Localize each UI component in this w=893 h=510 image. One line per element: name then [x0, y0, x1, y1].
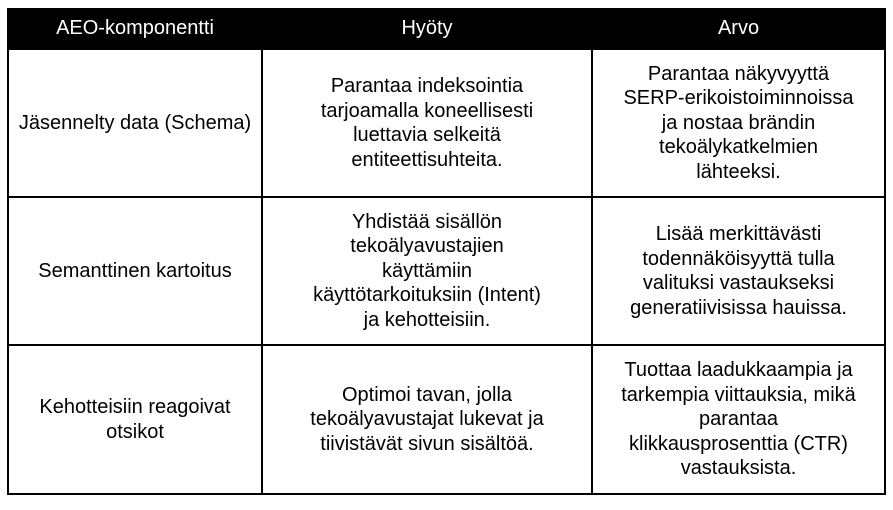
- cell-benefit: Parantaa indeksointia tarjoamalla koneellisesti luettavia selkeitä entiteettisuhteita.: [262, 49, 592, 197]
- cell-value: Tuottaa laadukkaampia ja tarkempia viittauksia, mikä parantaa klikkausprosenttia (CTR) vastauksista.: [592, 345, 885, 494]
- table-row: [8, 345, 885, 494]
- header-component: AEO-komponentti: [8, 8, 262, 49]
- header-row: [8, 8, 885, 49]
- cell-component: Jäsennelty data (Schema): [8, 49, 262, 197]
- cell-benefit: Optimoi tavan, jolla tekoälyavustajat lukevat ja tiivistävät sivun sisältöä.: [262, 345, 592, 494]
- cell-value: Lisää merkittävästi todennäköisyyttä tulla valituksi vastaukseksi generatiivisissa hauissa.: [592, 197, 885, 345]
- header-value: Arvo: [592, 8, 885, 49]
- header-benefit: Hyöty: [262, 8, 592, 49]
- table-row: [8, 197, 885, 345]
- cell-benefit: Yhdistää sisällön tekoälyavustajien käyttämiin käyttötarkoituksiin (Intent) ja kehotteisiin.: [262, 197, 592, 345]
- aeo-table: [7, 8, 886, 495]
- table-row: [8, 49, 885, 197]
- cell-value: Parantaa näkyvyyttä SERP-erikoistoiminnoissa ja nostaa brändin tekoälykatkelmien lähteeksi.: [592, 49, 885, 197]
- cell-component: Semanttinen kartoitus: [8, 197, 262, 345]
- cell-component: Kehotteisiin reagoivat otsikot: [8, 345, 262, 494]
